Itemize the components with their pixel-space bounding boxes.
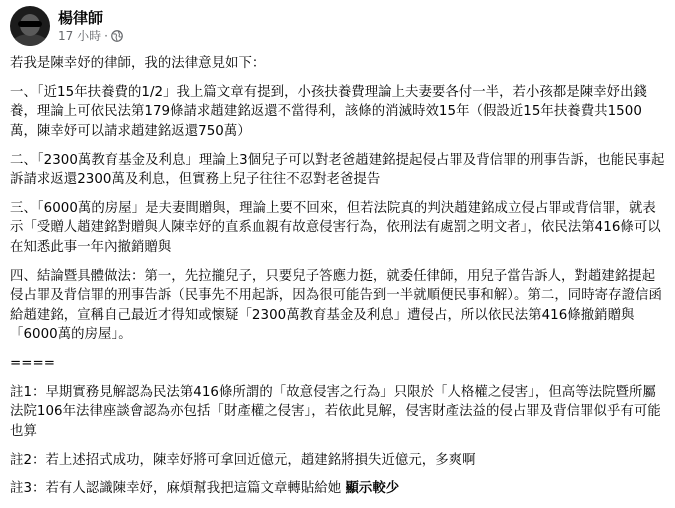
post-intro: 若我是陳幸妤的律師，我的法律意見如下： — [10, 56, 266, 71]
post-paragraph-3: 三、「6000萬的房屋」是夫妻間贈與，理論上要不回來，但若法院真的判決趙建銘成立侵占罪或背信罪，就表示「受贈人趙建銘對贈與人陳幸妤的直系血親有故意侵害行為，依刑法有處罰之明文者」，依民法第416條可以在知悉此事一年內撤銷贈與 — [10, 200, 661, 255]
globe-icon[interactable] — [111, 30, 123, 42]
post-subline — [58, 28, 123, 44]
author-avatar[interactable] — [10, 6, 50, 46]
post-note-2: 註2：若上述招式成功，陳幸妤將可拿回近億元，趙建銘將損失近億元，多爽啊 — [10, 452, 476, 468]
post-note-3-text: 註3：若有人認識陳幸妤，麻煩幫我把這篇文章轉貼給她 — [10, 481, 342, 497]
post-paragraph-4: 四、結論暨具體做法：第一，先拉攏兒子，只要兒子答應力挺，就委任律師，用兒子當告訴人，對趙建銘提起侵占罪及背信罪的刑事告訴（民事先不用起訴，因為很可能告到一半就順便民事和解）。第二，同時寄存證信函給趙建銘，宣稱自己最近才得知或懷疑「2300萬教育基金及利息」遭侵占，所以依民法第416條撤銷贈與「6000萬的房屋」。 — [10, 268, 662, 343]
meta-separator: · — [104, 28, 108, 43]
post-paragraph-2: 二、「2300萬教育基金及利息」理論上3個兒子可以對老爸趙建銘提起侵占罪及背信罪的刑事告訴，也能民事起訴請求返還2300萬及利息，但實務上兒子往往不忍對老爸提告 — [10, 152, 665, 188]
post-paragraph-1: 一、「近15年扶養費的1/2」我上篇文章有提到，小孩扶養費理論上夫妻要各付一半，若小孩都是陳幸妤出錢養，理論上可依民法第179條請求趙建銘返還不當得利，該條的消滅時效15年（假設近15年扶養費共1500萬，陳幸妤可以請求趙建銘返還750萬） — [10, 84, 647, 139]
post-header — [10, 4, 123, 48]
see-less-link[interactable]: 顯示較少 — [345, 481, 400, 497]
author-name[interactable]: 楊律師 — [58, 8, 104, 27]
post-note-3 — [10, 479, 665, 499]
post-body — [10, 54, 665, 508]
post-timestamp[interactable]: 17 小時 — [58, 28, 102, 43]
post-note-1: 註1：早期實務見解認為民法第416條所謂的「故意侵害之行為」只限於「人格權之侵害」，但高等法院暨所屬法院106年法律座談會認為亦包括「財產權之侵害」，若依此見解，侵害財產法益的侵占罪及背信罪似乎有可能也算 — [10, 384, 661, 439]
post-divider: ==== — [10, 355, 56, 371]
author-meta — [58, 9, 123, 44]
